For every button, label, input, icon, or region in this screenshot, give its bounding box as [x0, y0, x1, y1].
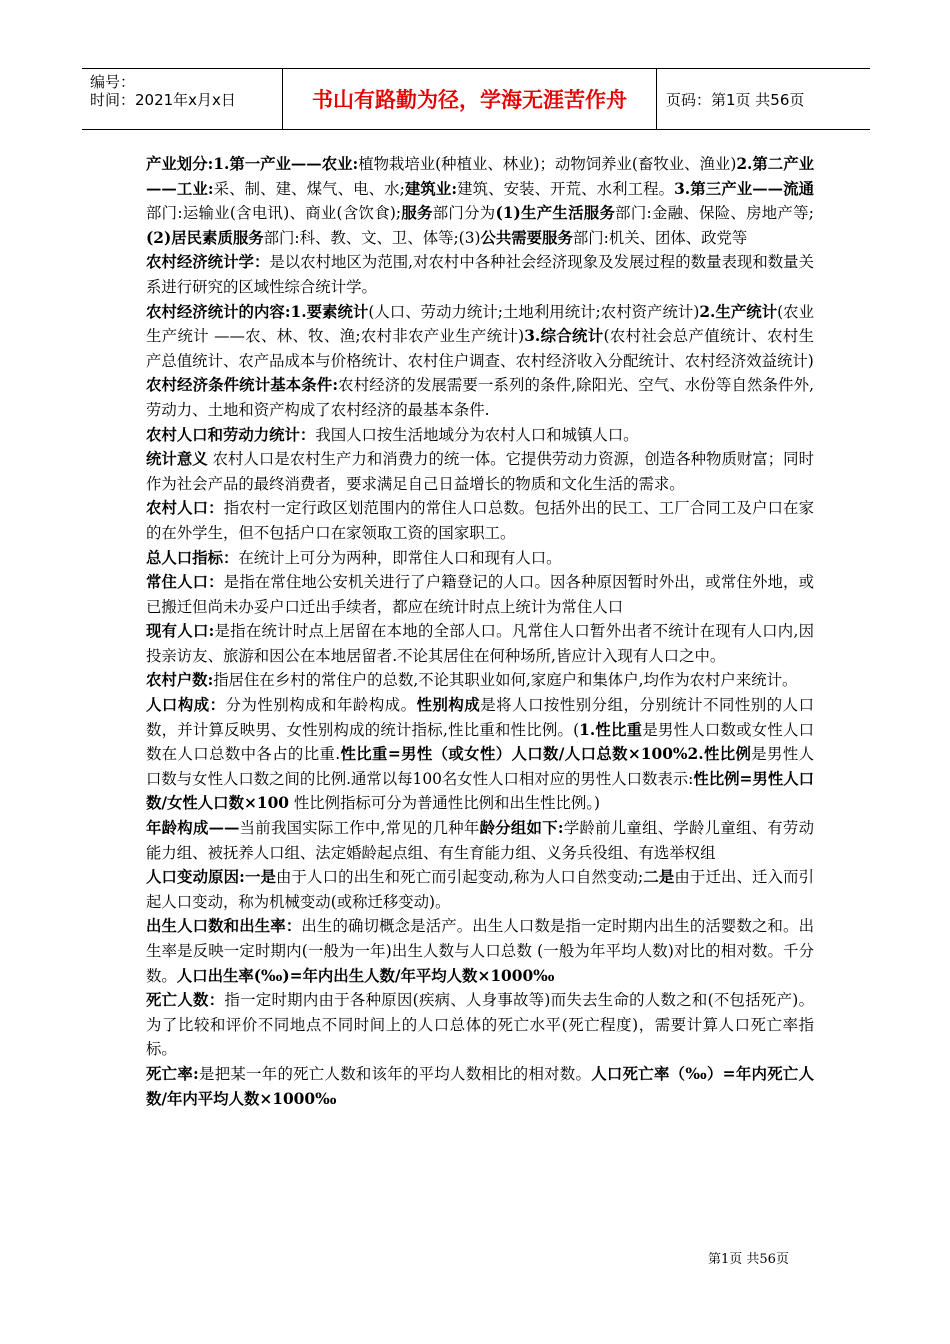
document-body — [146, 152, 814, 1111]
paragraph — [146, 570, 814, 619]
paragraph — [146, 816, 814, 865]
bold-term: 龄分组如下: — [479, 819, 564, 838]
bold-term: 年龄构成—— — [146, 819, 240, 838]
bold-term: 性比例=男性人口数/女性人口数×100 — [146, 769, 814, 813]
text-run: 建筑、安装、开荒、水利工程。 — [457, 179, 675, 198]
text-run: (农业生产统计 ——农、林、牧、渔;农村非农产业生产统计) — [146, 302, 814, 346]
text-run: 农村人口是农村生产力和消费力的统一体。它提供劳动力资源，创造各种物质财富；同时作为社会产品的最终消费者，要求满足自己日益增长的物质和文化生活的需求。 — [146, 450, 814, 493]
text-run: 部门分为 — [432, 204, 496, 223]
text-run: 当前我国实际工作中,常见的几种年 — [239, 819, 480, 838]
text-run: 由于人口的出生和死亡而引起变动,称为人口自然变动; — [276, 868, 644, 887]
header-page-info: 页码：第1页 共56页 — [666, 90, 805, 109]
bold-term: 农村人口和劳动力统计： — [146, 425, 316, 444]
text-run: 是指在常住地公安机关进行了户籍登记的人口。因各种原因暂时外出，或常住外地，或已搬迁但尚未办妥户口迁出手续者，都应在统计时点上统计为常住人口 — [146, 573, 814, 616]
paragraph — [146, 447, 814, 496]
bold-term: 公共需要服务 — [480, 228, 573, 247]
paragraph — [146, 250, 814, 299]
text-run: 部门:科、教、文、卫、体等;(3) — [263, 228, 481, 247]
text-run: 是指在统计时点上居留在本地的全部人口。凡常住人口暂外出者不统计在现有人口内,因投亲访友、旅游和因公在本地居留者.不论其居住在何种场所,皆应计入现有人口之中。 — [146, 622, 814, 665]
paragraph — [146, 423, 814, 448]
bold-term: 人口变动原因:一是 — [146, 868, 276, 887]
text-run: (农村社会总产值统计、农村生产总值统计、农产品成本与价格统计、农村住户调查、农村经济收入分配统计、农村经济效益统计) — [146, 327, 814, 370]
paragraph — [146, 1062, 814, 1111]
text-run: 由于迁出、迁入而引起人口变动，称为机械变动(或称迁移变动)。 — [146, 868, 814, 911]
paragraph — [146, 152, 814, 250]
paragraph — [146, 619, 814, 668]
bold-term: 农村人口： — [146, 499, 224, 518]
bold-term: 3.第三产业——流通 — [674, 179, 814, 198]
text-run: 部门:机关、团体、政党等 — [572, 228, 748, 247]
paragraph — [146, 693, 814, 816]
bold-term: 农村户数: — [146, 671, 214, 690]
text-run: 指一定时期内由于各种原因(疾病、人身事故等)而失去生命的人数之和(不包括死产)。为了比较和评价不同地点不同时间上的人口总体的死亡水平(死亡程度)，需要计算人口死亡率指标。 — [146, 991, 814, 1059]
text-run: 是把某一年的死亡人数和该年的平均人数相比的相对数。 — [198, 1064, 592, 1083]
text-run: 部门:运输业(含电讯)、商业(含饮食); — [146, 204, 402, 223]
bold-term: 3.综合统计 — [524, 327, 604, 346]
text-run: 是以农村地区为范围,对农村中各种社会经济现象及发展过程的数量表现和数量关系进行研究的区域性综合统计学。 — [146, 253, 814, 296]
paragraph — [146, 300, 814, 374]
bold-term: (2)居民素质服务 — [146, 228, 264, 247]
text-run: 农村经济的发展需要一系列的条件,除阳光、空气、水份等自然条件外,劳动力、土地和资产构成了农村经济的最基本条件. — [146, 376, 814, 419]
bold-term: 常住人口： — [146, 573, 224, 592]
paragraph — [146, 496, 814, 545]
bold-term: 出生人口数和出生率： — [146, 917, 302, 936]
bold-term: 性别构成 — [416, 696, 481, 715]
bold-term: 死亡率: — [146, 1064, 199, 1083]
document-time-label: 时间：2021年x月x日 — [90, 91, 236, 109]
paragraph — [146, 988, 814, 1062]
bold-term: 农村经济统计学： — [146, 253, 270, 272]
page-footer: 第1页 共56页 — [708, 1252, 789, 1267]
bold-term: (1)生产生活服务 — [495, 204, 616, 223]
page-header — [82, 68, 870, 130]
text-run: 是男性人口数与女性人口数之间的比例.通常以每100名女性人口相对应的男性人口数表示: — [146, 745, 814, 788]
text-run: 在统计上可分为两种，即常住人口和现有人口。 — [238, 548, 562, 567]
text-run: 是将人口按性别分组，分别统计不同性别的人口数，并计算反映男、女性别构成的统计指标,性比重和性比例。( — [146, 696, 814, 739]
text-run: 植物栽培业(种植业、林业)；动物饲养业(畜牧业、渔业) — [358, 155, 737, 173]
bold-term: 人口死亡率（‰）=年内死亡人数/年内平均人数×1000‰ — [146, 1064, 814, 1108]
bold-term: 人口构成： — [146, 696, 226, 715]
paragraph — [146, 373, 814, 422]
bold-term: 产业划分:1.第一产业——农业: — [146, 155, 359, 173]
paragraph — [146, 668, 814, 693]
text-run: 分为性别构成和年龄构成。 — [225, 696, 417, 715]
text-run: 出生的确切概念是活产。出生人口数是指一定时期内出生的活婴数之和。出生率是反映一定时期内(一般为一年)出生人数与人口总数 (一般为年平均人数)对比的相对数。千分数。 — [146, 917, 814, 985]
text-run: 我国人口按生活地域分为农村人口和城镇人口。 — [315, 425, 639, 444]
bold-term: 服务 — [401, 204, 433, 223]
paragraph — [146, 546, 814, 571]
text-run: 是男性人口数或女性人口数在人口总数中各占的比重. — [146, 720, 814, 764]
text-run: 采、制、建、煤气、电、水; — [213, 179, 405, 198]
bold-term: 2.生产统计 — [699, 302, 778, 321]
bold-term: 人口出生率(‰)=年内出生人数/年平均人数×1000‰ — [176, 966, 555, 985]
bold-term: 农村经济条件统计基本条件: — [146, 376, 339, 395]
document-number-label: 编号： — [90, 73, 136, 91]
bold-term: 现有人口: — [146, 622, 215, 641]
text-run: (人口、劳动力统计;土地利用统计;农村资产统计) — [368, 302, 700, 321]
bold-term: 总人口指标： — [146, 548, 239, 567]
bold-term: 性比重=男性（或女性）人口数/人口总数×100%2.性比例 — [340, 745, 752, 764]
bold-term: 2.第二产业——工业: — [146, 155, 814, 198]
bold-term: 建筑业: — [404, 179, 458, 198]
bold-term: 死亡人数： — [146, 991, 225, 1010]
text-run: 学龄前儿童组、学龄儿童组、有劳动能力组、被抚养人口组、法定婚龄起点组、有生育能力组、义务兵役组、有选举权组 — [146, 819, 814, 862]
bold-term: 农村经济统计的内容:1.要素统计 — [146, 302, 369, 321]
text-run: 指居住在乡村的常住户的总数,不论其职业如何,家庭户和集体户,均作为农村户来统计。 — [213, 671, 798, 690]
paragraph — [146, 914, 814, 988]
text-run: 部门:金融、保险、房地产等; — [615, 204, 814, 223]
text-run: 指农村一定行政区划范围内的常住人口总数。包括外出的民工、工厂合同工及户口在家的在外学生，但不包括户口在家领取工资的国家职工。 — [146, 499, 814, 542]
paragraph — [146, 865, 814, 914]
text-run: 性比例指标可分为普通性比例和出生性比例。) — [289, 794, 601, 813]
bold-term: 二是 — [643, 868, 675, 887]
header-motto: 书山有路勤为径，学海无涯苦作舟 — [282, 69, 657, 129]
bold-term: 1.性比重 — [579, 720, 643, 739]
bold-term: 统计意义 — [146, 450, 208, 469]
header-left-cell — [82, 69, 282, 129]
